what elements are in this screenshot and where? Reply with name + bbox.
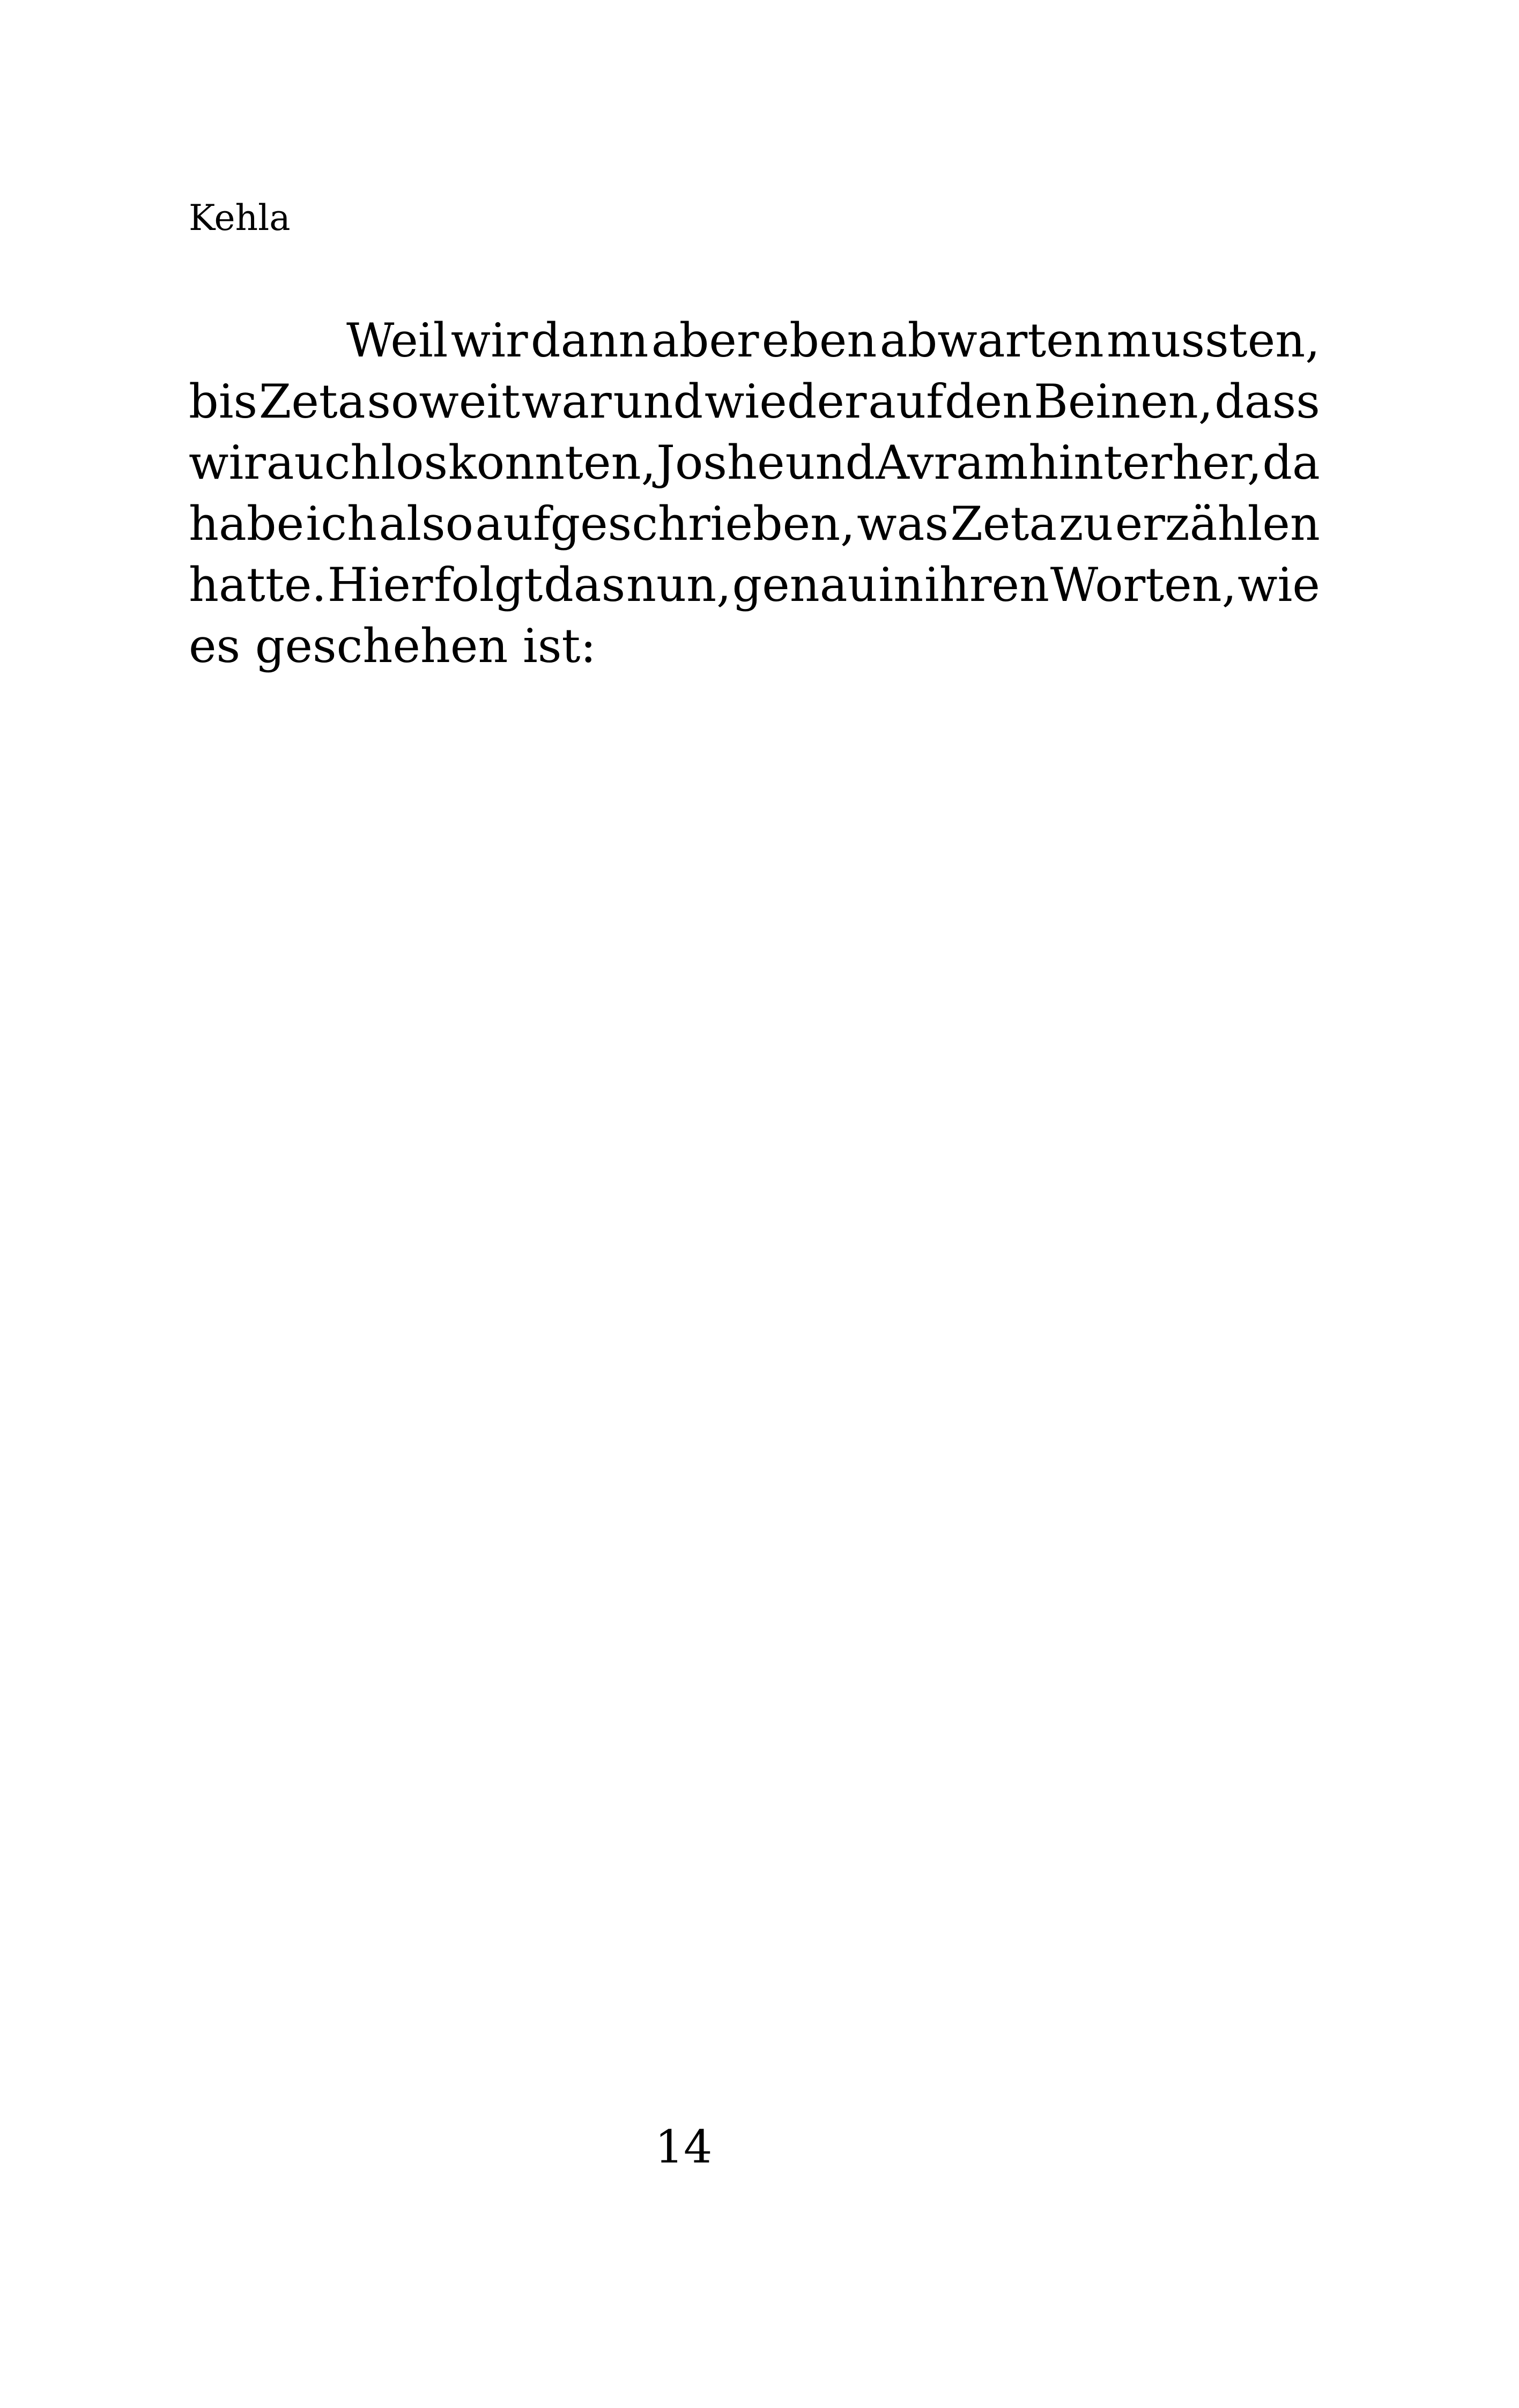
word: das <box>544 558 626 612</box>
word: also <box>379 496 474 551</box>
word: erzählen <box>1115 496 1320 551</box>
word: es geschehen ist: <box>189 619 596 673</box>
word: auch <box>266 435 381 490</box>
word: aufgeschrieben, <box>475 496 855 551</box>
word: konnten, <box>448 435 656 490</box>
word: zu <box>1058 496 1114 551</box>
word: los <box>381 435 448 490</box>
word: hatte. <box>189 558 327 612</box>
word: Zeta <box>258 374 366 429</box>
word: den <box>945 374 1033 429</box>
word: auf <box>868 374 944 429</box>
word: nun, <box>626 558 731 612</box>
word: mussten, <box>1106 313 1320 368</box>
word: wir <box>189 435 266 490</box>
word: dann <box>530 313 649 368</box>
paragraph-line <box>189 310 1320 371</box>
word: aber <box>651 313 759 368</box>
word: Worten, <box>1050 558 1237 612</box>
body-paragraph <box>189 310 1320 677</box>
word: Weil <box>346 313 448 368</box>
word: Avram <box>876 435 1028 490</box>
word: abwarten <box>879 313 1104 368</box>
word: war <box>521 374 612 429</box>
word: Beinen, <box>1033 374 1213 429</box>
word: habe <box>189 496 305 551</box>
word: folgt <box>434 558 543 612</box>
word: ihren <box>924 558 1049 612</box>
word: wieder <box>704 374 867 429</box>
word: hinterher, <box>1028 435 1262 490</box>
word: ich <box>306 496 377 551</box>
word: bis <box>189 374 258 429</box>
word: da <box>1262 435 1320 490</box>
paragraph-line <box>189 371 1320 432</box>
page-number: 14 <box>655 2121 713 2173</box>
word: Joshe <box>656 435 785 490</box>
word: Hier <box>327 558 433 612</box>
paragraph-line <box>189 493 1320 554</box>
word: eben <box>761 313 877 368</box>
word: wie <box>1238 558 1320 612</box>
paragraph-line <box>189 554 1320 615</box>
paragraph-line <box>189 432 1320 493</box>
word: und <box>613 374 703 429</box>
word: wir <box>450 313 528 368</box>
word: soweit <box>367 374 521 429</box>
word: in <box>878 558 924 612</box>
word: genau <box>732 558 878 612</box>
word: dass <box>1214 374 1320 429</box>
word: und <box>785 435 876 490</box>
paragraph-line <box>189 615 1320 677</box>
word: was <box>857 496 949 551</box>
running-head: Kehla <box>189 197 291 239</box>
word: Zeta <box>950 496 1057 551</box>
